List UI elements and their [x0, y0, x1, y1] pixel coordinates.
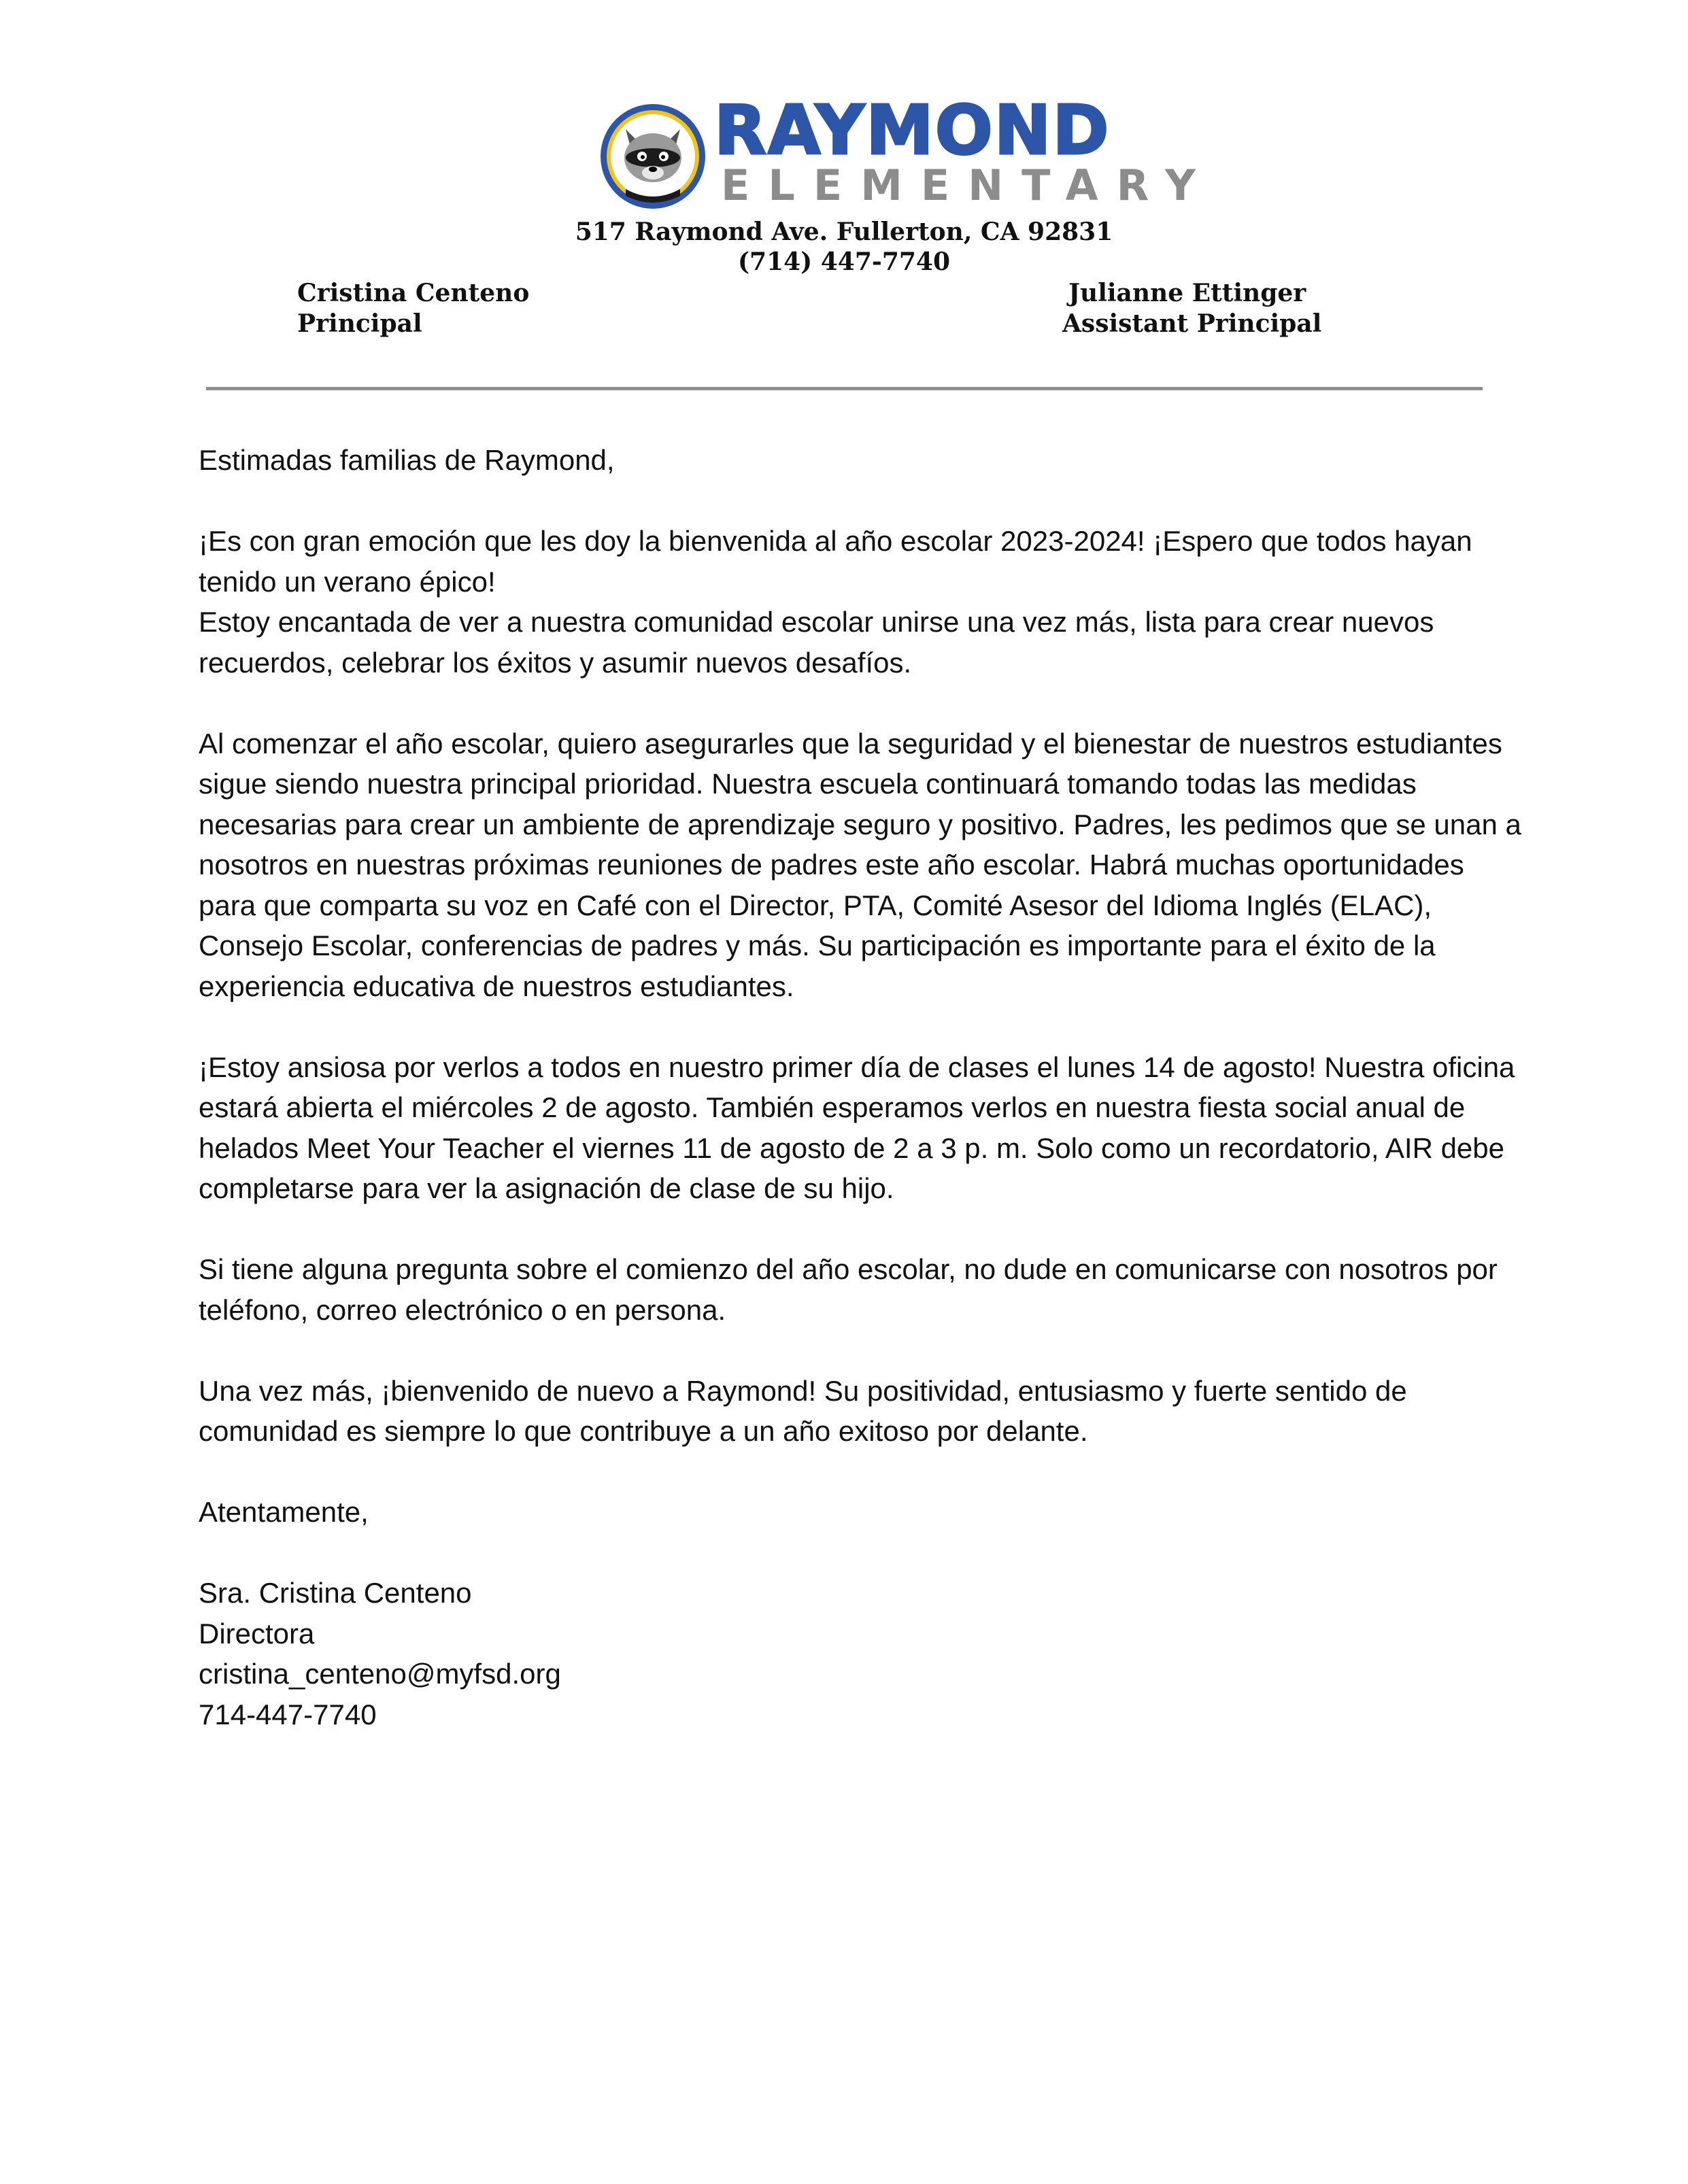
paragraph-dates: ¡Estoy ansiosa por verlos a todos en nuestro primer día de clases el lunes 14 de agosto! Nuestra oficina estará abierta el miércoles 2 de agosto. También esperamos verlos en nuestra fiesta social anual de helados Meet Your Teacher el viernes 11 de agosto de 2 a 3 p. m. Solo como un recordatorio, AIR debe completarse para ver la asignación de clase de su hijo. [199, 1051, 1515, 1204]
paragraph-questions: Si tiene alguna pregunta sobre el comienzo del año escolar, no dude en comunicarse con nosotros por teléfono, correo electrónico o en persona. [199, 1253, 1498, 1326]
school-logo [598, 90, 1214, 211]
signature-title: Directora [199, 1617, 315, 1650]
header-divider [206, 387, 1483, 390]
signature-phone: 714-447-7740 [199, 1698, 377, 1730]
paragraph-safety: Al comenzar el año escolar, quiero asegurarles que la seguridad y el bienestar de nuestros estudiantes sigue siendo nuestra principal prioridad. Nuestra escuela continuará tomando todas las medidas necesarias para crear un ambiente de aprendizaje seguro y positivo. Padres, les pedimos que se unan a nosotros en nuestras próximas reuniones de padres este año escolar. Habrá muchas oportunidades para que comparta su voz en Café con el Director, PTA, Comité Asesor del Idioma Inglés (ELAC), Consejo Escolar, conferencias de padres y más. Su participación es importante para el éxito de la experiencia educativa de nuestros estudiantes. [199, 727, 1521, 1002]
school-address: 517 Raymond Ave. Fullerton, CA 92831 [575, 218, 1113, 246]
signature-email[interactable]: cristina_centeno@myfsd.org [199, 1658, 561, 1690]
letter-body [199, 440, 1525, 1735]
paragraph-intro-line2: Estoy encantada de ver a nuestra comunidad escolar unirse una vez más, lista para crear nuevos recuerdos, celebrar los éxitos y asumir nuevos desafíos. [199, 606, 1434, 679]
paragraph-intro [199, 521, 1525, 683]
closing: Atentamente, [199, 1496, 369, 1528]
logo-subtitle: ELEMENTARY [721, 160, 1214, 210]
raccoon-mascot-icon [598, 102, 707, 211]
logo-wordmark: RAYMOND [714, 90, 1111, 170]
signature-block [199, 1573, 1525, 1735]
principal-name: Cristina Centeno [297, 279, 530, 307]
school-phone: (714) 447-7740 [737, 248, 951, 276]
paragraph-welcome: Una vez más, ¡bienvenido de nuevo a Raymond! Su positividad, entusiasmo y fuerte sentido de comunidad es siempre lo que contribuye a un año exitoso por delante. [199, 1374, 1407, 1447]
assistant-principal-name: Julianne Ettinger [1068, 279, 1306, 307]
signature-name: Sra. Cristina Centeno [199, 1577, 472, 1609]
paragraph-intro-line1: ¡Es con gran emoción que les doy la bienvenida al año escolar 2023-2024! ¡Espero que todos hayan tenido un verano épico! [199, 525, 1472, 598]
salutation: Estimadas familias de Raymond, [199, 444, 615, 476]
principal-title: Principal [297, 309, 422, 338]
assistant-principal-title: Assistant Principal [1062, 309, 1322, 338]
